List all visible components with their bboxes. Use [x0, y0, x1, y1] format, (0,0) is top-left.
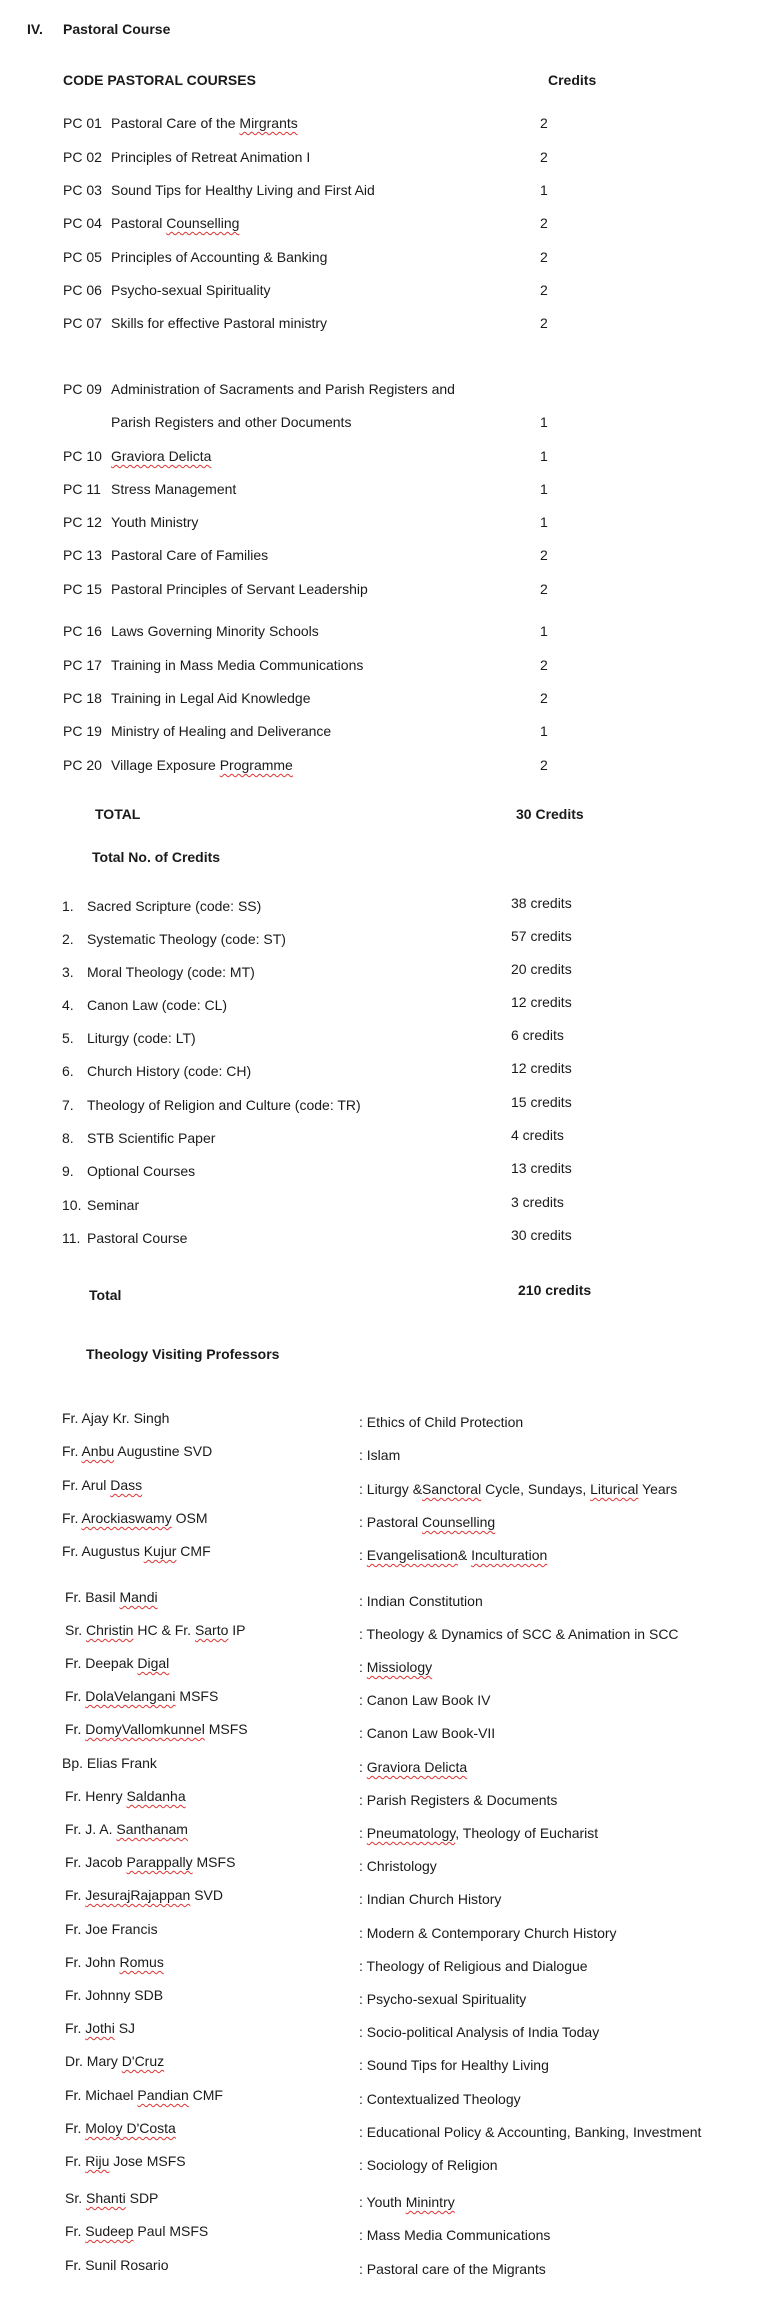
summary-item-label: Systematic Theology (code: ST)	[87, 931, 286, 947]
professor-subject	[359, 1990, 526, 2008]
course-code: PC 20	[63, 757, 102, 773]
professor-subject-part: : Christology	[359, 1858, 437, 1874]
summary-item-label: STB Scientific Paper	[87, 1130, 216, 1146]
professor-name-part: Paul MSFS	[133, 2223, 209, 2239]
professor-name	[65, 1787, 186, 1805]
course-title-part: Principles of Accounting & Banking	[111, 249, 328, 265]
professor-name-part: Moloy D'Costa	[85, 2120, 176, 2136]
course-code: PC 19	[63, 723, 102, 739]
professor-name	[65, 2119, 176, 2137]
professor-name	[62, 1509, 207, 1527]
professor-subject-part: : Modern & Contemporary Church History	[359, 1925, 617, 1941]
section-title: Pastoral Course	[63, 21, 171, 37]
professor-subject-part: : Canon Law Book IV	[359, 1692, 491, 1708]
course-code: PC 07	[63, 315, 102, 331]
summary-item-number: 3.	[62, 964, 74, 980]
course-code: PC 12	[63, 514, 102, 530]
professor-name-part: HC & Fr.	[133, 1622, 195, 1638]
summary-item-number: 4.	[62, 997, 74, 1013]
professor-subject-part: Years	[638, 1481, 678, 1497]
professor-subject	[359, 1824, 598, 1842]
professor-name-part: OSM	[171, 1510, 208, 1526]
course-code: PC 15	[63, 581, 102, 597]
professor-name-part: Fr.	[65, 1887, 86, 1903]
professor-subject-part: Minintry	[405, 2194, 455, 2210]
professor-subject-part: Graviora Delicta	[366, 1759, 468, 1775]
professor-name-part: Fr.	[62, 1510, 82, 1526]
professor-name-part: Romus	[119, 1954, 164, 1970]
professor-subject-part: : Ethics of Child Protection	[359, 1414, 524, 1430]
professors-heading: Theology Visiting Professors	[86, 1346, 280, 1362]
summary-item-label: Optional Courses	[87, 1163, 196, 1179]
course-title-part: Parish Registers and other Documents	[111, 414, 352, 430]
professor-subject-part: : Pastoral	[359, 1514, 423, 1530]
course-title	[111, 480, 236, 498]
summary-item-credits: 6 credits	[511, 1027, 564, 1043]
professor-name-part: MSFS	[192, 1854, 236, 1870]
professor-name	[62, 1409, 169, 1427]
course-title-part: Mirgrants	[239, 115, 298, 131]
professor-name-part: MSFS	[204, 1721, 248, 1737]
course-credits: 1	[540, 481, 548, 497]
summary-heading: Total No. of Credits	[92, 849, 221, 865]
professor-name-part: Sr.	[65, 2190, 87, 2206]
professor-name	[65, 1654, 169, 1672]
professor-name-part: Fr.	[62, 1443, 82, 1459]
courses-total-value: 30 Credits	[516, 806, 584, 822]
professor-name-part: Fr.	[65, 1721, 86, 1737]
professor-name	[65, 1920, 158, 1938]
professor-name-part: Fr.	[65, 2020, 86, 2036]
professor-subject-part: &	[457, 1547, 472, 1563]
professor-subject-part: : Parish Registers & Documents	[359, 1792, 558, 1808]
professor-subject	[359, 1658, 432, 1676]
course-title-part: Psycho-sexual Spirituality	[111, 282, 271, 298]
professor-name-part: Jose MSFS	[109, 2153, 186, 2169]
professor-subject	[359, 2260, 546, 2278]
professor-name	[65, 1986, 163, 2004]
professor-subject-part: : Theology & Dynamics of SCC & Animation in SCC	[359, 1626, 679, 1642]
course-title-part: Skills for effective Pastoral ministry	[111, 315, 328, 331]
professor-subject	[359, 1480, 677, 1498]
professor-subject-part: Sanctoral	[422, 1481, 482, 1497]
course-code: PC 01	[63, 115, 102, 131]
summary-item-number: 8.	[62, 1130, 74, 1146]
professor-name	[65, 2152, 186, 2170]
course-title-part: Village Exposure	[111, 757, 220, 773]
professor-subject	[359, 1592, 483, 1610]
professor-subject-part: : Canon Law Book-VII	[359, 1725, 496, 1741]
professor-name-part: Pandian	[137, 2087, 189, 2103]
course-title	[111, 114, 298, 132]
professor-subject	[359, 2226, 550, 2244]
course-credits: 2	[540, 547, 548, 563]
professor-name-part: Saldanha	[126, 1788, 186, 1804]
course-title-part: Training in Legal Aid Knowledge	[111, 690, 311, 706]
professor-name-part: JesurajRajappan	[85, 1887, 191, 1903]
professor-name-part: Fr. Sunil Rosario	[65, 2257, 169, 2273]
course-credits: 1	[540, 414, 548, 430]
professor-name-part: Fr. Michael	[65, 2087, 138, 2103]
professor-name	[62, 1754, 157, 1772]
professor-subject-part: Evangelisation	[366, 1547, 458, 1563]
summary-item-number: 2.	[62, 931, 74, 947]
summary-item-credits: 20 credits	[511, 961, 572, 977]
summary-item-credits: 57 credits	[511, 928, 572, 944]
course-credits: 1	[540, 723, 548, 739]
summary-item-credits: 12 credits	[511, 1060, 572, 1076]
professor-name	[62, 1476, 142, 1494]
professor-subject-part: Pneumatology	[366, 1825, 456, 1841]
course-title	[111, 248, 327, 266]
professor-name-part: Fr.	[65, 2120, 86, 2136]
summary-total-value: 210 credits	[518, 1282, 592, 1298]
professor-subject	[359, 1413, 523, 1431]
professor-name-part: Fr. Jacob	[65, 1854, 127, 1870]
professor-subject	[359, 1724, 495, 1742]
professor-subject-part: :	[359, 1659, 367, 1675]
summary-item-label: Church History (code: CH)	[87, 1063, 252, 1079]
summary-item-credits: 15 credits	[511, 1094, 572, 1110]
professor-name	[65, 1588, 158, 1606]
course-credits: 2	[540, 249, 548, 265]
professor-name-part: Sr.	[65, 1622, 87, 1638]
professor-name-part: Fr. Basil	[65, 1589, 120, 1605]
professor-name	[65, 1720, 248, 1738]
summary-item-label: Seminar	[87, 1197, 140, 1213]
course-title-part: Training in Mass Media Communications	[111, 657, 364, 673]
course-code: PC 02	[63, 149, 102, 165]
course-code: PC 05	[63, 249, 102, 265]
professor-name-part: Sudeep	[85, 2223, 134, 2239]
professor-subject	[359, 1513, 495, 1531]
course-title-part: Graviora Delicta	[111, 448, 212, 464]
professor-subject	[359, 1890, 501, 1908]
course-title	[111, 722, 331, 740]
professor-name-part: Dr. Mary	[65, 2053, 122, 2069]
course-title-part: Stress Management	[111, 481, 237, 497]
course-title-part: Sound Tips for Healthy Living and First Aid	[111, 182, 375, 198]
course-title-part: Pastoral	[111, 215, 167, 231]
summary-item-credits: 38 credits	[511, 895, 572, 911]
professor-name-part: IP	[228, 1622, 246, 1638]
professor-subject	[359, 2193, 455, 2211]
professor-subject	[359, 1957, 588, 1975]
course-title	[111, 181, 375, 199]
summary-item-credits: 4 credits	[511, 1127, 564, 1143]
professor-name-part: Fr. John	[65, 1954, 120, 1970]
professor-name-part: Fr. Johnny SDB	[65, 1987, 164, 2003]
course-title	[111, 756, 293, 774]
professor-subject-part: Inculturation	[471, 1547, 548, 1563]
professor-name-part: Jothi	[85, 2020, 115, 2036]
professor-subject-part: : Educational Policy & Accounting, Banking, Investment	[359, 2124, 702, 2140]
professor-name-part: Sarto	[194, 1622, 229, 1638]
professor-name-part: Fr. Arul	[62, 1477, 111, 1493]
summary-item-label: Canon Law (code: CL)	[87, 997, 228, 1013]
summary-item-number: 11.	[62, 1230, 81, 1246]
professor-name-part: Dass	[110, 1477, 143, 1493]
professor-name-part: Arockiaswamy	[81, 1510, 172, 1526]
course-credits: 2	[540, 115, 548, 131]
professor-subject-part: : Contextualized Theology	[359, 2091, 521, 2107]
professor-subject	[359, 2156, 498, 2174]
course-title-part: Ministry of Healing and Deliverance	[111, 723, 332, 739]
summary-item-label: Moral Theology (code: MT)	[87, 964, 255, 980]
professor-subject-part: : Indian Church History	[359, 1891, 502, 1907]
course-credits: 1	[540, 448, 548, 464]
professor-subject	[359, 1791, 557, 1809]
professor-subject	[359, 1625, 679, 1643]
professor-subject-part: Missiology	[366, 1659, 433, 1675]
course-code: PC 03	[63, 182, 102, 198]
summary-item-credits: 13 credits	[511, 1160, 572, 1176]
section-number: IV.	[27, 21, 43, 37]
professor-subject	[359, 1691, 491, 1709]
professor-name-part: Fr.	[65, 2223, 86, 2239]
professor-subject-part: : Mass Media Communications	[359, 2227, 551, 2243]
course-title	[111, 214, 239, 232]
professor-subject	[359, 1924, 617, 1942]
professor-name-part: Fr. J. A.	[65, 1821, 117, 1837]
course-credits: 2	[540, 315, 548, 331]
course-code: PC 11	[63, 481, 101, 497]
professor-subject	[359, 2090, 521, 2108]
professor-subject-part: : Sound Tips for Healthy Living	[359, 2057, 549, 2073]
professor-name-part: CMF	[176, 1543, 211, 1559]
course-title	[111, 656, 363, 674]
summary-item-number: 1.	[62, 898, 74, 914]
professor-name-part: Kujur	[143, 1543, 177, 1559]
professor-name-part: Fr. Ajay Kr. Singh	[62, 1410, 170, 1426]
professor-name-part: Bp. Elias Frank	[62, 1755, 157, 1771]
professor-name-part: DolaVelangani	[85, 1688, 176, 1704]
course-credits: 2	[540, 690, 548, 706]
course-title	[111, 513, 198, 531]
professor-name-part: Parappally	[126, 1854, 193, 1870]
professor-subject	[359, 2056, 549, 2074]
professor-name-part: Santhanam	[116, 1821, 188, 1837]
professor-subject-part: : Youth	[359, 2194, 406, 2210]
course-credits: 2	[540, 149, 548, 165]
summary-item-number: 10.	[62, 1197, 82, 1213]
professor-name-part: Digal	[137, 1655, 170, 1671]
summary-item-credits: 3 credits	[511, 1194, 564, 1210]
professor-subject-part: : Psycho-sexual Spirituality	[359, 1991, 527, 2007]
course-title	[111, 413, 351, 431]
course-title-part: Laws Governing Minority Schools	[111, 623, 319, 639]
course-title-part: Administration of Sacraments and Parish Registers and	[111, 381, 455, 397]
professor-subject	[359, 1546, 547, 1564]
professor-name-part: SDP	[125, 2190, 159, 2206]
professor-name	[62, 1442, 212, 1460]
course-code: PC 17	[63, 657, 102, 673]
summary-item-label: Liturgy (code: LT)	[87, 1030, 196, 1046]
course-code: PC 04	[63, 215, 102, 231]
professor-subject-part: : Indian Constitution	[359, 1593, 483, 1609]
course-title	[111, 148, 310, 166]
professor-subject-part: :	[359, 1759, 367, 1775]
professor-subject-part: : Pastoral care of the Migrants	[359, 2261, 546, 2277]
professor-subject-part: : Socio-political Analysis of India Today	[359, 2024, 600, 2040]
professor-name-part: Fr. Henry	[65, 1788, 127, 1804]
course-title	[111, 281, 271, 299]
professor-name-part: Fr.	[65, 2153, 86, 2169]
course-title	[111, 689, 311, 707]
course-credits: 2	[540, 282, 548, 298]
professor-name-part: Mandi	[119, 1589, 158, 1605]
professor-subject-part: : Liturgy &	[359, 1481, 423, 1497]
course-title	[111, 580, 368, 598]
summary-item-credits: 30 credits	[511, 1227, 572, 1243]
professor-name-part: Fr.	[65, 1688, 86, 1704]
professor-name	[65, 1621, 246, 1639]
courses-credits-header: Credits	[548, 72, 597, 88]
course-credits: 1	[540, 623, 548, 639]
summary-total-label: Total	[89, 1287, 122, 1303]
course-credits: 2	[540, 657, 548, 673]
professor-name	[62, 1542, 211, 1560]
courses-code-header: CODE PASTORAL COURSES	[63, 72, 256, 88]
professor-subject-part: :	[359, 1547, 367, 1563]
professor-name-part: Shanti	[86, 2190, 126, 2206]
professor-name-part: CMF	[188, 2087, 223, 2103]
professor-name	[65, 2019, 135, 2037]
course-code: PC 18	[63, 690, 102, 706]
summary-item-credits: 12 credits	[511, 994, 572, 1010]
summary-item-label: Theology of Religion and Culture (code: TR)	[87, 1097, 361, 1113]
summary-item-number: 5.	[62, 1030, 74, 1046]
professor-subject	[359, 1446, 400, 1464]
course-title	[111, 314, 327, 332]
course-title-part: Pastoral Care of the	[111, 115, 240, 131]
professor-name	[65, 1953, 164, 1971]
course-title-part: Counselling	[166, 215, 240, 231]
professor-subject	[359, 2023, 599, 2041]
professor-name-part: Anbu	[81, 1443, 115, 1459]
professor-name-part: Fr. Joe Francis	[65, 1921, 158, 1937]
professor-name	[65, 1687, 218, 1705]
course-title-part: Programme	[219, 757, 293, 773]
professor-name-part: Fr. Deepak	[65, 1655, 138, 1671]
professor-name	[65, 2256, 168, 2274]
professor-name	[65, 2052, 164, 2070]
professor-name-part: D'Cruz	[121, 2053, 165, 2069]
professor-subject-part: : Theology of Religious and Dialogue	[359, 1958, 588, 1974]
course-title	[111, 380, 455, 398]
course-credits: 2	[540, 581, 548, 597]
course-title-part: Youth Ministry	[111, 514, 199, 530]
professor-subject-part: : Islam	[359, 1447, 401, 1463]
professor-subject-part: : Sociology of Religion	[359, 2157, 498, 2173]
professor-name	[65, 1820, 188, 1838]
course-title	[111, 622, 319, 640]
professor-subject	[359, 2123, 701, 2141]
professor-subject-part: , Theology of Eucharist	[455, 1825, 599, 1841]
course-code: PC 13	[63, 547, 102, 563]
summary-item-label: Pastoral Course	[87, 1230, 188, 1246]
course-credits: 2	[540, 757, 548, 773]
professor-name-part: Riju	[85, 2153, 110, 2169]
professor-subject-part: Counselling	[422, 1514, 496, 1530]
course-title	[111, 546, 268, 564]
professor-name-part: Augustine SVD	[114, 1443, 213, 1459]
course-code: PC 16	[63, 623, 102, 639]
professor-subject-part: Cycle, Sundays,	[481, 1481, 591, 1497]
professor-name-part: Fr. Augustus	[62, 1543, 144, 1559]
course-title-part: Pastoral Care of Families	[111, 547, 269, 563]
professor-name-part: SVD	[190, 1887, 223, 1903]
professor-name-part: DomyVallomkunnel	[85, 1721, 205, 1737]
professor-name	[65, 2189, 158, 2207]
professor-subject	[359, 1758, 467, 1776]
professor-name	[65, 1886, 223, 1904]
course-title	[111, 447, 211, 465]
summary-item-label: Sacred Scripture (code: SS)	[87, 898, 262, 914]
professor-name-part: MSFS	[175, 1688, 219, 1704]
professor-subject-part: :	[359, 1825, 367, 1841]
course-credits: 1	[540, 514, 548, 530]
professor-name-part: Christin	[86, 1622, 134, 1638]
course-credits: 2	[540, 215, 548, 231]
professor-name	[65, 2086, 223, 2104]
course-title-part: Principles of Retreat Animation I	[111, 149, 311, 165]
course-credits: 1	[540, 182, 548, 198]
courses-total-label: TOTAL	[95, 806, 141, 822]
course-code: PC 10	[63, 448, 102, 464]
summary-item-number: 6.	[62, 1063, 74, 1079]
summary-item-number: 7.	[62, 1097, 74, 1113]
course-code: PC 09	[63, 381, 102, 397]
professor-name	[65, 2222, 208, 2240]
course-code: PC 06	[63, 282, 102, 298]
professor-subject-part: Liturical	[590, 1481, 639, 1497]
summary-item-number: 9.	[62, 1163, 74, 1179]
course-title-part: Pastoral Principles of Servant Leadership	[111, 581, 368, 597]
professor-name	[65, 1853, 235, 1871]
professor-name-part: SJ	[114, 2020, 136, 2036]
professor-subject	[359, 1857, 437, 1875]
